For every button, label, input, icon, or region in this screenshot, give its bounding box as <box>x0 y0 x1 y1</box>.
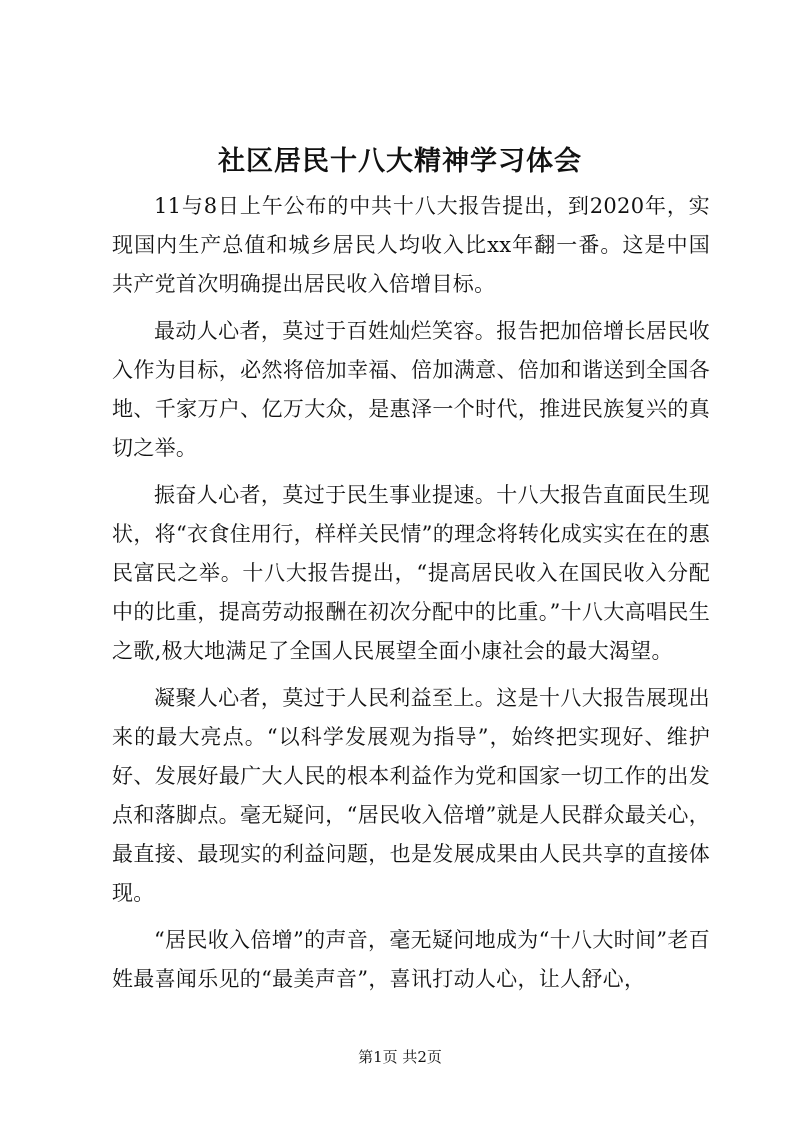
paragraph-4: 凝聚人心者，莫过于人民利益至上。这是十八大报告展现出来的最大亮点。“以科学发展观为指导”，始终把实现好、维护好、发展好最广大人民的根本利益作为党和国家一切工作的出发点和落脚点。毫无疑问，“居民收入倍增”就是人民群众最关心，最直接、最现实的利益问题，也是发展成果由人民共享的直接体现。 <box>112 686 710 905</box>
document-body <box>112 187 710 999</box>
paragraph-5: “居民收入倍增”的声音，毫无疑问地成为“十八大时间”老百姓最喜闻乐见的“最美声音”，喜讯打动人心，让人舒心， <box>112 928 710 991</box>
paragraph-1: 11与8日上午公布的中共十八大报告提出，到2020年，实现国内生产总值和城乡居民人均收入比xx年翻一番。这是中国共产党首次明确提出居民收入倍增目标。 <box>112 194 710 296</box>
page-title: 社区居民十八大精神学习体会 <box>218 146 582 177</box>
paragraph-2: 最动人心者，莫过于百姓灿烂笑容。报告把加倍增长居民收入作为目标，必然将倍加幸福、倍加满意、倍加和谐送到全国各地、千家万户、亿万大众，是惠泽一个时代，推进民族复兴的真切之举。 <box>112 319 710 460</box>
page-number-footer: 第1页 共2页 <box>358 1048 442 1066</box>
paragraph-3: 振奋人心者，莫过于民生事业提速。十八大报告直面民生现状，将“衣食住用行，样样关民情”的理念将转化成实实在在的惠民富民之举。十八大报告提出，“提高居民收入在国民收入分配中的比重，提高劳动报酬在初次分配中的比重。”十八大高唱民生之歌,极大地满足了全国人民展望全面小康社会的最大渴望。 <box>112 483 710 663</box>
